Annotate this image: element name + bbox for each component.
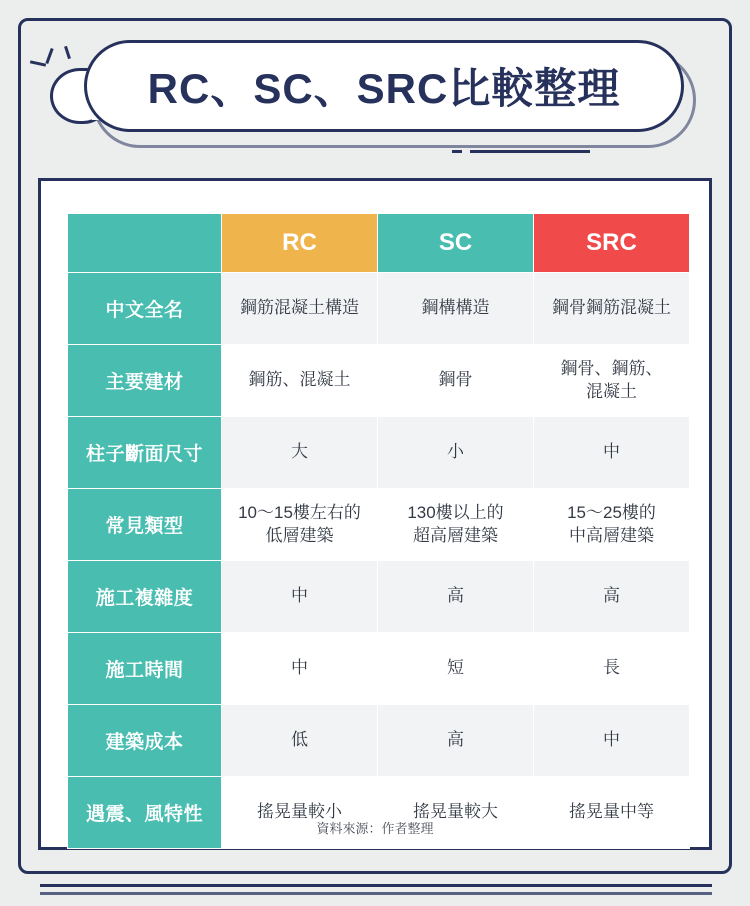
column-header-rc: RC [222,214,378,273]
source-note: 資料來源：作者整理 [316,821,434,836]
decorative-stripe-2 [40,892,712,895]
row-label-column-size: 柱子斷面尺寸 [68,417,222,489]
row-label-main-materials: 主要建材 [68,345,222,417]
cell-line-1: 中 [603,442,620,462]
cell-line-1: 小 [447,442,464,462]
cell-sc-construction-complexity [378,561,534,633]
column-header-sc: SC [378,214,534,273]
cell-line-1: 中 [291,658,308,678]
cell-rc-building-cost [222,705,378,777]
cell-rc-full-name [222,273,378,345]
cell-line-1: 搖晃量較大 [413,802,498,822]
cell-src-common-type [534,489,690,561]
cell-line-1: 高 [603,586,620,606]
cell-sc-column-size [378,417,534,489]
table-row [68,705,690,777]
cell-line-1: 鋼骨 [438,370,473,390]
cell-src-seismic-wind [534,777,690,849]
table-row [68,561,690,633]
cell-rc-column-size [222,417,378,489]
cell-src-main-materials [534,345,690,417]
row-label-building-cost: 建築成本 [68,705,222,777]
cell-line-1: 15～25樓的 [567,502,656,522]
cell-sc-full-name [378,273,534,345]
title-bubble [84,40,684,132]
cell-rc-construction-time [222,633,378,705]
cell-line-1: 搖晃量中等 [569,802,654,822]
title-banner [84,40,696,144]
cell-src-construction-time [534,633,690,705]
cell-line-1: 鋼筋混凝土構造 [240,298,359,318]
title-underline [470,150,590,153]
table-header-row [68,214,690,273]
table-row [68,777,690,849]
page-title: RC、SC、SRC比較整理 [147,65,621,112]
cell-sc-main-materials [378,345,534,417]
row-label-construction-time: 施工時間 [68,633,222,705]
table-corner-cell [68,214,222,273]
cell-src-full-name [534,273,690,345]
row-label-construction-complexity: 施工複雜度 [68,561,222,633]
cell-rc-common-type [222,489,378,561]
cell-src-column-size [534,417,690,489]
cell-line-1: 中 [603,730,620,750]
cell-line-1: 高 [447,586,464,606]
cell-line-1: 長 [603,658,620,678]
cell-line-1: 高 [447,730,464,750]
cell-line-1: 低 [291,730,308,750]
row-label-seismic-wind: 遇震、風特性 [68,777,222,849]
comparison-card [38,178,712,850]
column-header-src: SRC [534,214,690,273]
table-body [68,273,690,849]
table-row [68,489,690,561]
table-row [68,633,690,705]
title-underline-dash [452,150,462,153]
cell-line-2: 混凝土 [586,381,637,401]
table-row [68,417,690,489]
cell-line-1: 鋼骨、鋼筋、 [560,358,663,378]
cell-line-1: 中 [291,586,308,606]
cell-line-1: 10～15樓左右的 [238,502,361,522]
cell-rc-seismic-wind [222,777,378,849]
cell-src-building-cost [534,705,690,777]
cell-line-2: 超高層建築 [413,525,498,545]
cell-src-construction-complexity [534,561,690,633]
cell-line-1: 大 [291,442,308,462]
cell-line-1: 鋼筋、混凝土 [248,370,351,390]
cell-line-1: 鋼骨鋼筋混凝土 [552,298,671,318]
decorative-stripe-1 [40,884,712,887]
row-label-full-name: 中文全名 [68,273,222,345]
comparison-table [67,213,690,849]
table-row [68,345,690,417]
cell-sc-building-cost [378,705,534,777]
cell-sc-seismic-wind [378,777,534,849]
cell-sc-common-type [378,489,534,561]
cell-sc-construction-time [378,633,534,705]
table-header [68,214,690,273]
row-label-common-type: 常見類型 [68,489,222,561]
cell-rc-main-materials [222,345,378,417]
cell-line-1: 鋼構構造 [421,298,490,318]
cell-rc-construction-complexity [222,561,378,633]
cell-line-2: 中高層建築 [569,525,654,545]
cell-line-1: 130樓以上的 [407,502,504,522]
cell-line-1: 短 [447,658,464,678]
cell-line-1: 搖晃量較小 [257,802,342,822]
cell-line-2: 低層建築 [265,525,334,545]
table-row [68,273,690,345]
